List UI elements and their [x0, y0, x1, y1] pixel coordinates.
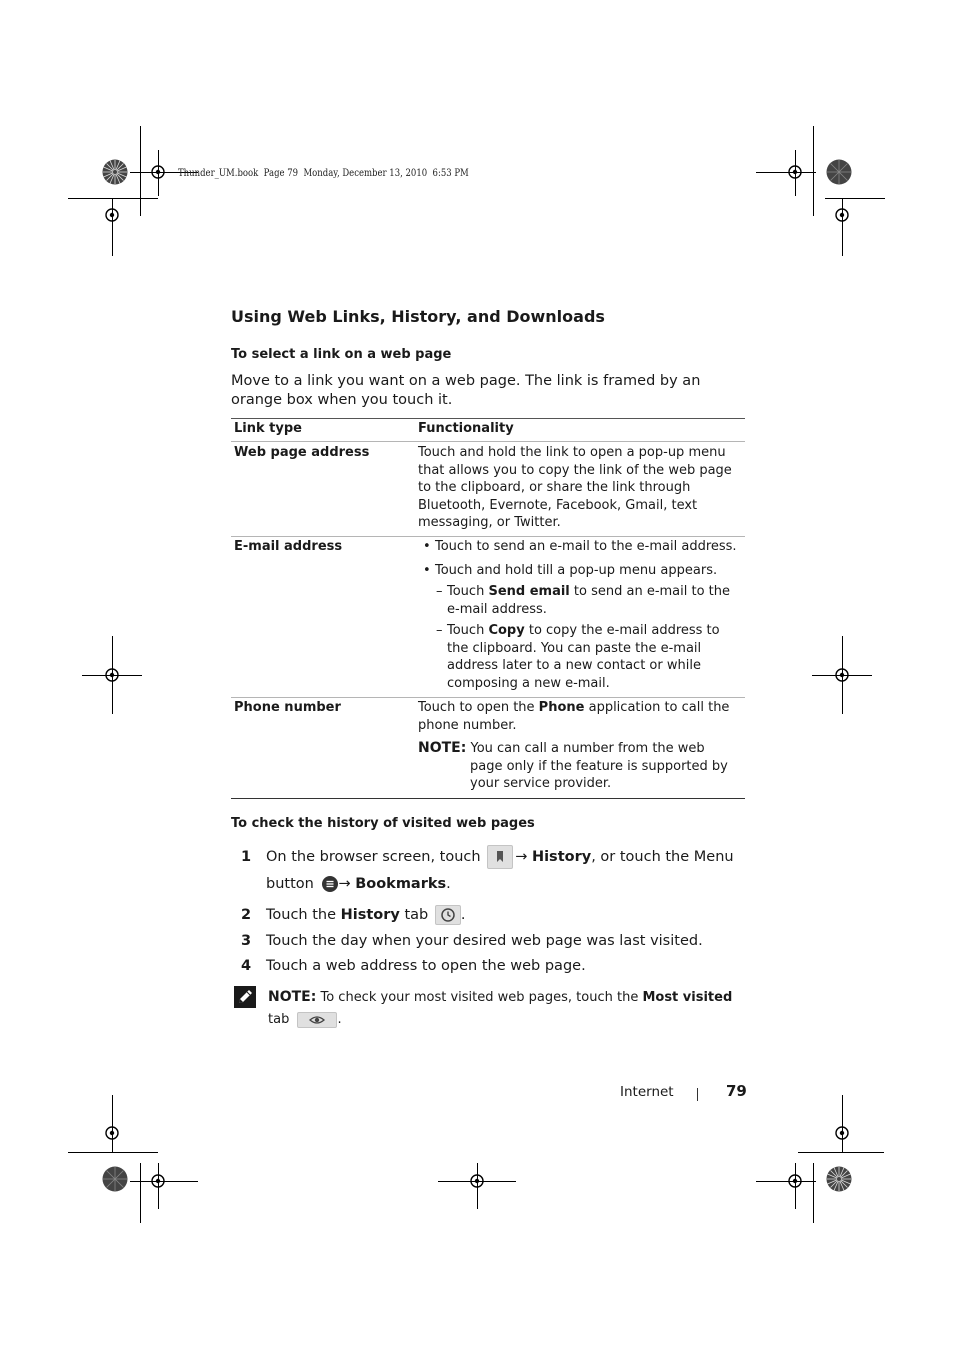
step-number: 4	[241, 958, 252, 974]
registration-target-icon	[149, 1172, 167, 1190]
step-3-text: Touch the day when your desired web page was last visited.	[266, 933, 703, 949]
pencil-note-icon	[234, 986, 256, 1008]
registration-target-icon	[786, 1172, 804, 1190]
registration-target-icon	[103, 666, 121, 684]
registration-target-icon	[103, 1124, 121, 1142]
starburst-mark-icon	[102, 159, 128, 185]
footer-divider	[697, 1088, 698, 1101]
bookmark-icon	[487, 845, 513, 869]
registration-target-icon	[833, 666, 851, 684]
link-heading: To select a link on a web page	[231, 347, 452, 362]
section-title: Using Web Links, History, and Downloads	[231, 307, 605, 326]
page-number: 79	[726, 1082, 747, 1100]
row-label-phone-number: Phone number	[234, 700, 341, 715]
registration-target-icon	[786, 163, 804, 181]
row-text-phone-number: Touch to open the Phone application to call the phone number.	[418, 700, 730, 733]
registration-target-icon	[833, 1124, 851, 1142]
step-4-text: Touch a web address to open the web page.	[266, 958, 586, 974]
most-visited-note: NOTE: To check your most visited web pages, touch the Most visited tab .	[268, 989, 733, 1027]
row-label-web-page-address: Web page address	[234, 445, 370, 460]
registration-target-icon	[468, 1172, 486, 1190]
starburst-mark-icon	[826, 1166, 852, 1192]
starburst-mark-icon	[102, 1166, 128, 1192]
row-text-web-page-address: Touch and hold the link to open a pop-up menu that allows you to copy the link of the web page to the clipboard, or share the link through Bluetooth, Evernote, Facebook, Gmail, text messaging, or Twitter.	[418, 445, 732, 531]
column-header-functionality: Functionality	[418, 421, 514, 436]
column-header-link-type: Link type	[234, 421, 302, 436]
step-number: 3	[241, 933, 252, 949]
eye-icon	[297, 1012, 337, 1028]
footer-section: Internet	[620, 1084, 674, 1100]
clock-icon	[435, 905, 461, 925]
step-number: 2	[241, 907, 252, 923]
starburst-mark-icon	[826, 159, 852, 185]
row-label-email-address: E-mail address	[234, 539, 343, 554]
phone-note: NOTE: You can call a number from the web page only if the feature is supported by your service provider.	[418, 740, 728, 792]
history-heading: To check the history of visited web pages	[231, 816, 535, 831]
print-slug: Thunder_UM.book Page 79 Monday, December 13, 2010 6:53 PM	[178, 168, 469, 179]
registration-target-icon	[149, 163, 167, 181]
step-2-text: Touch the History tab .	[266, 907, 466, 923]
link-intro: Move to a link you want on a web page. The link is framed by an orange box when you touch it.	[231, 373, 701, 408]
menu-button-icon	[322, 876, 338, 892]
step-1-text: On the browser screen, touch → History, or touch the Menu button → Bookmarks.	[266, 844, 746, 898]
registration-target-icon	[833, 206, 851, 224]
step-number: 1	[241, 849, 252, 865]
registration-target-icon	[103, 206, 121, 224]
